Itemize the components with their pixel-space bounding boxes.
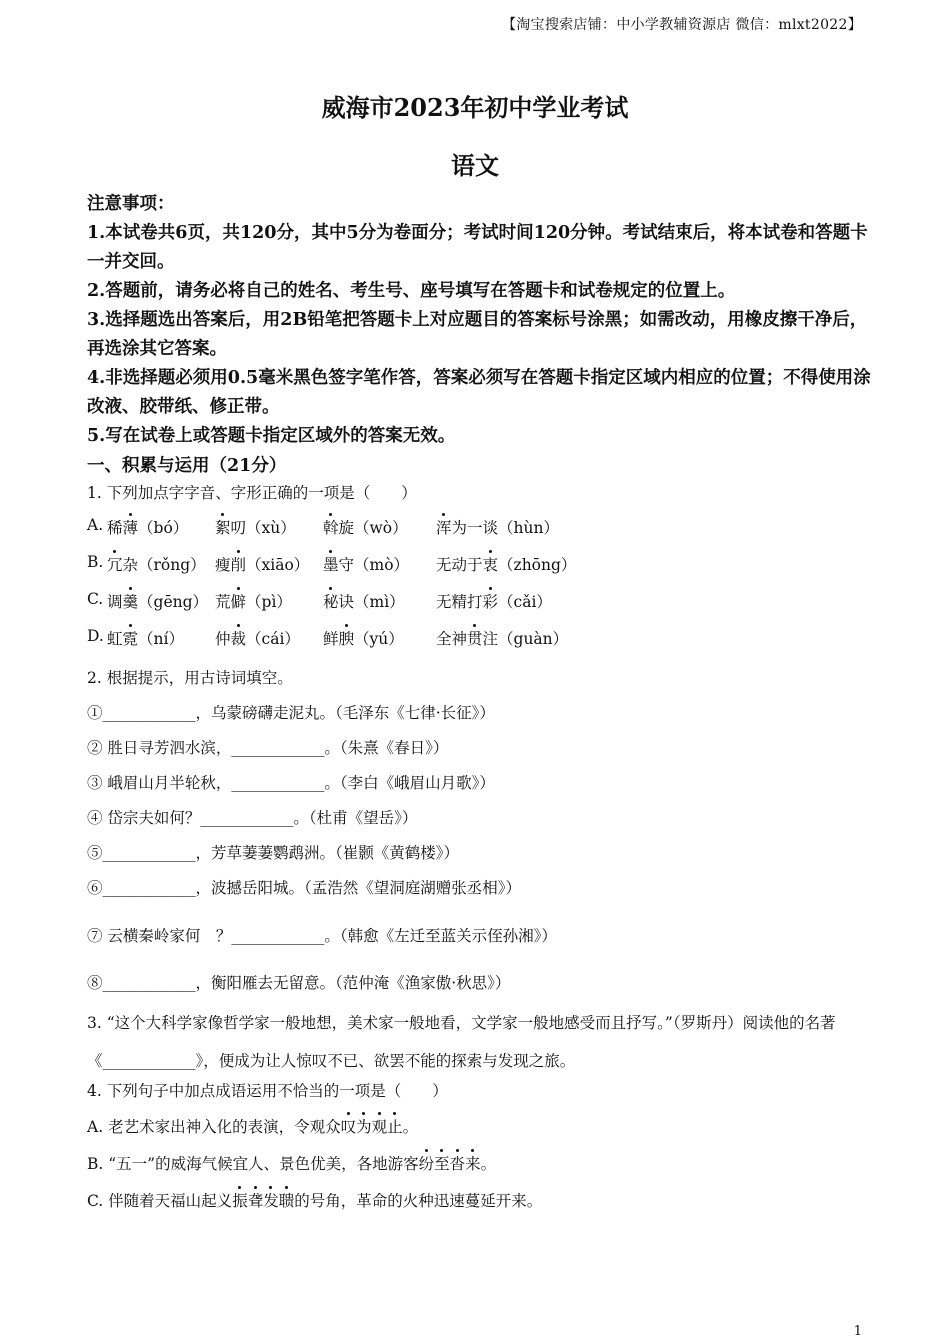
q2-line: ② 胜日寻芳泗水滨，____________。（朱熹《春日》） [87,739,449,757]
sentence-text: 伴随着天福山起义 [108,1192,233,1210]
dotted-char: 墨 [323,553,339,575]
dotted-char: 秘 [323,590,339,612]
dotted-char: 衷 [483,553,499,575]
q2-line: ①____________，乌蒙磅礴走泥丸。（毛泽东《七律·长征》） [87,704,495,722]
q1-option-b [87,553,887,579]
exam-title: 威海市2023年初中学业考试 [321,93,629,122]
q2-line: ③ 峨眉山月半轮秋，____________。（李白《峨眉山月歌》） [87,774,495,792]
dotted-char: 纷 [419,1152,435,1174]
q4-option-a [87,1115,418,1137]
item-text: （xiāo） [246,556,310,574]
item-text: 为一谈（hùn） [451,519,559,537]
item-text: 诀（mì） [338,593,405,611]
dotted-word [231,556,247,574]
dotted-char: 发 [263,1189,279,1211]
dotted-char: 羹 [123,590,139,612]
dotted-word [323,519,339,537]
sentence-text: 。 [402,1118,419,1136]
q1-option-a [87,516,887,542]
item-text: 无动于 [436,556,483,574]
option-item [436,553,576,575]
dotted-idiom [419,1155,481,1173]
dotted-char: 为 [356,1115,372,1137]
option-item [215,627,300,649]
option-item [107,627,184,649]
option-label: D. [87,627,104,645]
item-text: 守（mò） [338,556,410,574]
dotted-char: 观 [372,1115,388,1137]
option-item [323,553,409,575]
item-text: 叨（xù） [230,519,296,537]
option-item [323,627,404,649]
option-item [107,553,206,575]
dotted-char: 聩 [279,1189,295,1211]
dotted-char: 薄 [123,516,139,538]
dotted-char: 腴 [339,627,355,649]
item-text: 稀 [107,519,123,537]
dotted-word [123,519,139,537]
option-label: B. [87,553,104,571]
dotted-word [231,593,247,611]
sentence-text: 的号角，革命的火种迅速蔓延开来。 [294,1192,543,1210]
dotted-char: 来 [465,1152,481,1174]
dotted-word [483,593,499,611]
dotted-char: 僻 [231,590,247,612]
item-text: 鲜 [323,630,339,648]
item-text: 调 [107,593,123,611]
section-heading: 一、积累与运用（21分） [87,456,287,476]
dotted-char: 沓 [450,1152,466,1174]
dotted-word [436,519,452,537]
q1-stem: 1. 下列加点字字音、字形正确的一项是（ ） [87,484,417,502]
exam-subject: 语文 [451,151,499,180]
item-text: 无精打 [436,593,483,611]
dotted-word [483,556,499,574]
dotted-word [215,519,231,537]
option-item [107,590,208,612]
option-item [215,590,292,612]
q1-option-c [87,590,887,616]
q4-stem: 4. 下列句子中加点成语运用不恰当的一项是（ ） [87,1082,448,1100]
dotted-char: 浑 [436,516,452,538]
dotted-char: 冗 [107,553,123,575]
dotted-word [123,593,139,611]
dotted-char: 絮 [215,516,231,538]
q1-option-d [87,627,887,653]
option-item [323,516,408,538]
q2-line: ⑧____________，衡阳雁去无留意。（范仲淹《渔家傲·秋思》） [87,974,511,992]
notes-item: 3.选择题选出答案后，用2B铅笔把答题卡上对应题目的答案标号涂黑；如需改动，用橡皮擦干净后，再选涂其它答案。 [87,310,868,359]
notes-item: 2.答题前，请务必将自己的姓名、考生号、座号填写在答题卡和试卷规定的位置上。 [87,281,736,301]
item-text: （pì） [246,593,292,611]
dotted-char: 至 [434,1152,450,1174]
item-text: 荒 [215,593,231,611]
sentence-text: “五一”的威海气候宜人、景色优美，各地游客 [108,1155,419,1173]
item-text: （cái） [246,630,300,648]
dotted-word [339,630,355,648]
option-item [323,590,405,612]
dotted-idiom [341,1118,403,1136]
dotted-word [107,556,123,574]
option-label: B. [87,1155,109,1173]
item-text: 虹 [107,630,123,648]
option-label: C. [87,1192,109,1210]
sentence-text: 老艺术家出神入化的表演，令观众 [108,1118,341,1136]
option-item [436,627,568,649]
dotted-char: 止 [387,1115,403,1137]
notes-item: 1.本试卷共6页，共120分，其中5分为卷面分；考试时间120分钟。考试结束后，将本试卷和答题卡一并交回。 [87,223,868,272]
item-text: 注（guàn） [482,630,569,648]
header-watermark: 【淘宝搜索店铺：中小学教辅资源店 微信：mlxt2022】 [501,17,862,33]
item-text: 瘦 [215,556,231,574]
dotted-char: 斡 [323,516,339,538]
page-number: 1 [853,1324,862,1339]
dotted-word [467,630,483,648]
item-text: （zhōng） [498,556,577,574]
notes-item: 5.写在试卷上或答题卡指定区域外的答案无效。 [87,426,456,446]
item-text: （cǎi） [498,593,552,611]
option-item [215,553,309,575]
dotted-word [323,593,339,611]
item-text: 全神 [436,630,468,648]
notes-block [87,190,877,451]
option-item [436,516,559,538]
dotted-word [123,630,139,648]
dotted-char: 振 [232,1189,248,1211]
item-text: （ní） [138,630,184,648]
sentence-text: 。 [480,1155,497,1173]
item-text: （gēng） [138,593,209,611]
option-item [107,516,188,538]
q2-line: ⑤____________，芳草萋萋鹦鹉洲。（崔颢《黄鹤楼》） [87,844,460,862]
dotted-word [323,556,339,574]
dotted-char: 叹 [341,1115,357,1137]
q2-line: ⑥____________，波撼岳阳城。（孟浩然《望洞庭湖赠张丞相》） [87,879,522,897]
q2-line: ④ 岱宗夫如何？____________。（杜甫《望岳》） [87,809,418,827]
item-text: （yú） [354,630,404,648]
option-item [215,516,296,538]
q2-stem: 2. 根据提示，用古诗词填空。 [87,669,293,687]
dotted-char: 聋 [248,1189,264,1211]
q4-option-c [87,1189,542,1211]
option-item [436,590,552,612]
dotted-idiom [232,1192,294,1210]
q2-line: ⑦ 云横秦岭家何 ？____________。（韩愈《左迁至蓝关示侄孙湘》） [87,927,557,945]
item-text: 旋（wò） [338,519,408,537]
dotted-char: 贯 [467,627,483,649]
q3-text: 3. “这个大科学家像哲学家一般地想，美术家一般地看，文学家一般地感受而且抒写。”（罗斯丹）阅读他的名著《____________》，便成为让人惊叹不已、欲罢不能的探索与发现之旅。 [87,1014,836,1070]
notes-heading: 注意事项： [87,194,175,214]
dotted-char: 霓 [123,627,139,649]
item-text: 仲 [215,630,231,648]
dotted-char: 削 [231,553,247,575]
option-label: A. [87,516,104,534]
dotted-char: 裁 [231,627,247,649]
option-label: A. [87,1118,109,1136]
dotted-char: 彩 [483,590,499,612]
dotted-word [231,630,247,648]
option-label: C. [87,590,104,608]
notes-item: 4.非选择题必须用0.5毫米黑色签字笔作答，答案必须写在答题卡指定区域内相应的位置；不得使用涂改液、胶带纸、修正带。 [87,368,871,417]
item-text: 杂（rǒng） [122,556,206,574]
item-text: （bó） [138,519,189,537]
q4-option-b [87,1152,496,1174]
